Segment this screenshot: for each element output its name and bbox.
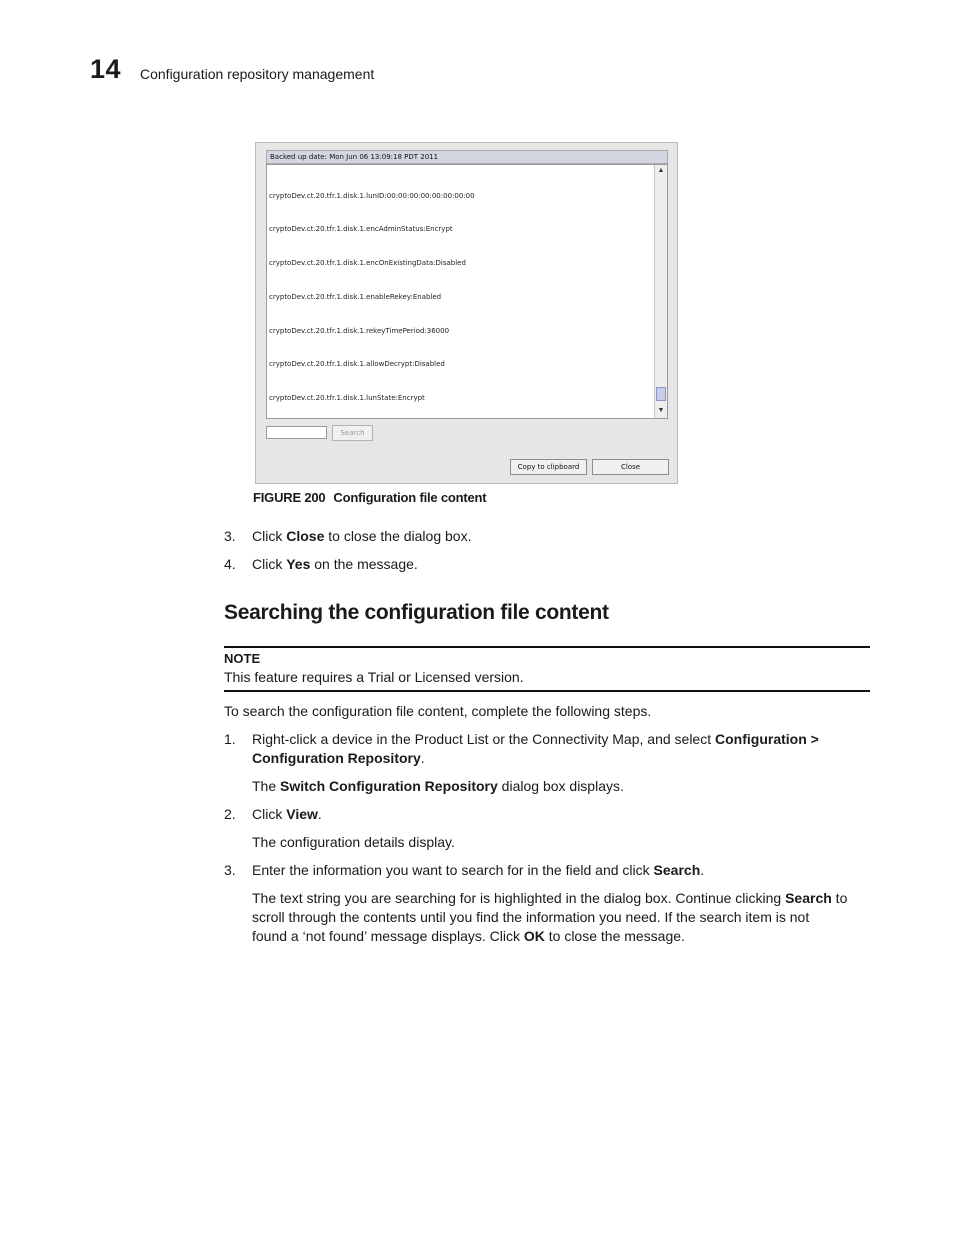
config-line: cryptoDev.ct.20.tfr.1.disk.1.lunState:Encrypt xyxy=(269,394,425,402)
step-text-post: on the message. xyxy=(310,556,418,572)
step-text-post: . xyxy=(700,862,705,878)
detail-text-pre: found a ‘not found’ message displays. Click xyxy=(252,928,524,944)
figure-caption xyxy=(253,490,486,505)
note-bottom-rule xyxy=(224,690,870,692)
detail-text-post: to xyxy=(831,890,848,906)
vertical-scrollbar[interactable] xyxy=(654,165,667,418)
step-text xyxy=(252,527,471,546)
step-number: 3. xyxy=(224,528,236,544)
search-button[interactable]: Search xyxy=(332,425,373,441)
figure-label: FIGURE 200 xyxy=(253,490,326,505)
step-text-pre: Click xyxy=(252,556,287,572)
step-text xyxy=(252,861,704,880)
scrollbar-thumb[interactable] xyxy=(656,387,666,401)
detail-text-bold: OK xyxy=(523,928,545,944)
result-text-bold: Switch Configuration Repository xyxy=(280,778,498,794)
config-line: cryptoDev.ct.20.tfr.1.disk.1.allowDecrypt:Disabled xyxy=(269,360,445,369)
step-text-bold: Configuration Repository xyxy=(252,750,421,766)
config-content-dialog xyxy=(255,142,678,484)
step-text-post: to close the dialog box. xyxy=(324,528,472,544)
note-label: NOTE xyxy=(224,651,261,666)
step-number: 4. xyxy=(224,556,236,572)
result-text-post: dialog box displays. xyxy=(497,778,624,794)
step-result xyxy=(252,777,624,796)
step-number: 2. xyxy=(224,806,236,822)
step-line xyxy=(252,749,872,768)
step-text-bold: Close xyxy=(286,528,325,544)
chapter-title: Configuration repository management xyxy=(140,66,375,82)
step-number: 3. xyxy=(224,862,236,878)
step-text xyxy=(252,805,322,824)
detail-text-post: to close the message. xyxy=(544,928,685,944)
search-input[interactable] xyxy=(266,426,327,439)
detail-text-bold: Search xyxy=(785,890,832,906)
step-text-pre: Enter the information you want to search for in the field and click xyxy=(252,862,654,878)
config-line: cryptoDev.ct.20.tfr.1.disk.1.lunID:00:00:00:00:00:00:00:00 xyxy=(269,191,475,200)
section-title: Searching the configuration file content xyxy=(224,601,609,624)
step-text-pre: Click xyxy=(252,528,287,544)
detail-line xyxy=(252,927,877,946)
step-text-pre: Right-click a device in the Product List or the Connectivity Map, and select xyxy=(252,731,715,747)
config-line: cryptoDev.ct.20.tfr.1.disk.1.encOnExistingData:Disabled xyxy=(269,259,466,267)
close-button[interactable]: Close xyxy=(592,459,669,475)
up-arrow-icon[interactable]: ▲ xyxy=(657,167,665,174)
detail-text-pre: The text string you are searching for is highlighted in the dialog box. Continue clicking xyxy=(252,890,786,906)
chapter-number: 14 xyxy=(90,54,122,84)
step-text-bold: View xyxy=(286,806,318,822)
note-text: This feature requires a Trial or Licensed version. xyxy=(224,669,524,685)
down-arrow-icon[interactable]: ▼ xyxy=(657,407,665,414)
step-text-pre: Click xyxy=(252,806,287,822)
copy-to-clipboard-button[interactable]: Copy to clipboard xyxy=(510,459,587,475)
step-text-bold: Search xyxy=(653,862,701,878)
config-line: cryptoDev.ct.20.tfr.1.disk.1.enableRekey:Enabled xyxy=(269,292,442,301)
figure-caption-text: Configuration file content xyxy=(333,490,487,505)
note-top-rule xyxy=(224,646,870,648)
step-text-bold: Configuration > xyxy=(715,731,819,747)
step-text xyxy=(252,730,872,768)
backup-date-header: Backed up date: Mon Jun 06 13:09:18 PDT 2011 xyxy=(266,150,668,164)
detail-line xyxy=(252,889,877,908)
step-number: 1. xyxy=(224,731,236,747)
step-result: The configuration details display. xyxy=(252,834,455,850)
step-line xyxy=(252,730,872,749)
detail-line: scroll through the contents until you find the information you need. If the search item is not xyxy=(252,909,810,925)
config-text-area[interactable] xyxy=(266,164,668,419)
step-text-post: . xyxy=(317,806,322,822)
result-text-pre: The xyxy=(252,778,281,794)
step-text-bold: Yes xyxy=(286,556,311,572)
step-text xyxy=(252,555,418,574)
config-text-lines xyxy=(269,168,651,419)
config-line: cryptoDev.ct.20.tfr.1.disk.1.encAdminStatus:Encrypt xyxy=(269,225,453,234)
step-detail xyxy=(252,889,877,946)
config-line: cryptoDev.ct.20.tfr.1.disk.1.rekeyTimePeriod:36000 xyxy=(269,326,450,335)
step-text-post: . xyxy=(420,750,425,766)
intro-text: To search the configuration file content, complete the following steps. xyxy=(224,703,652,719)
